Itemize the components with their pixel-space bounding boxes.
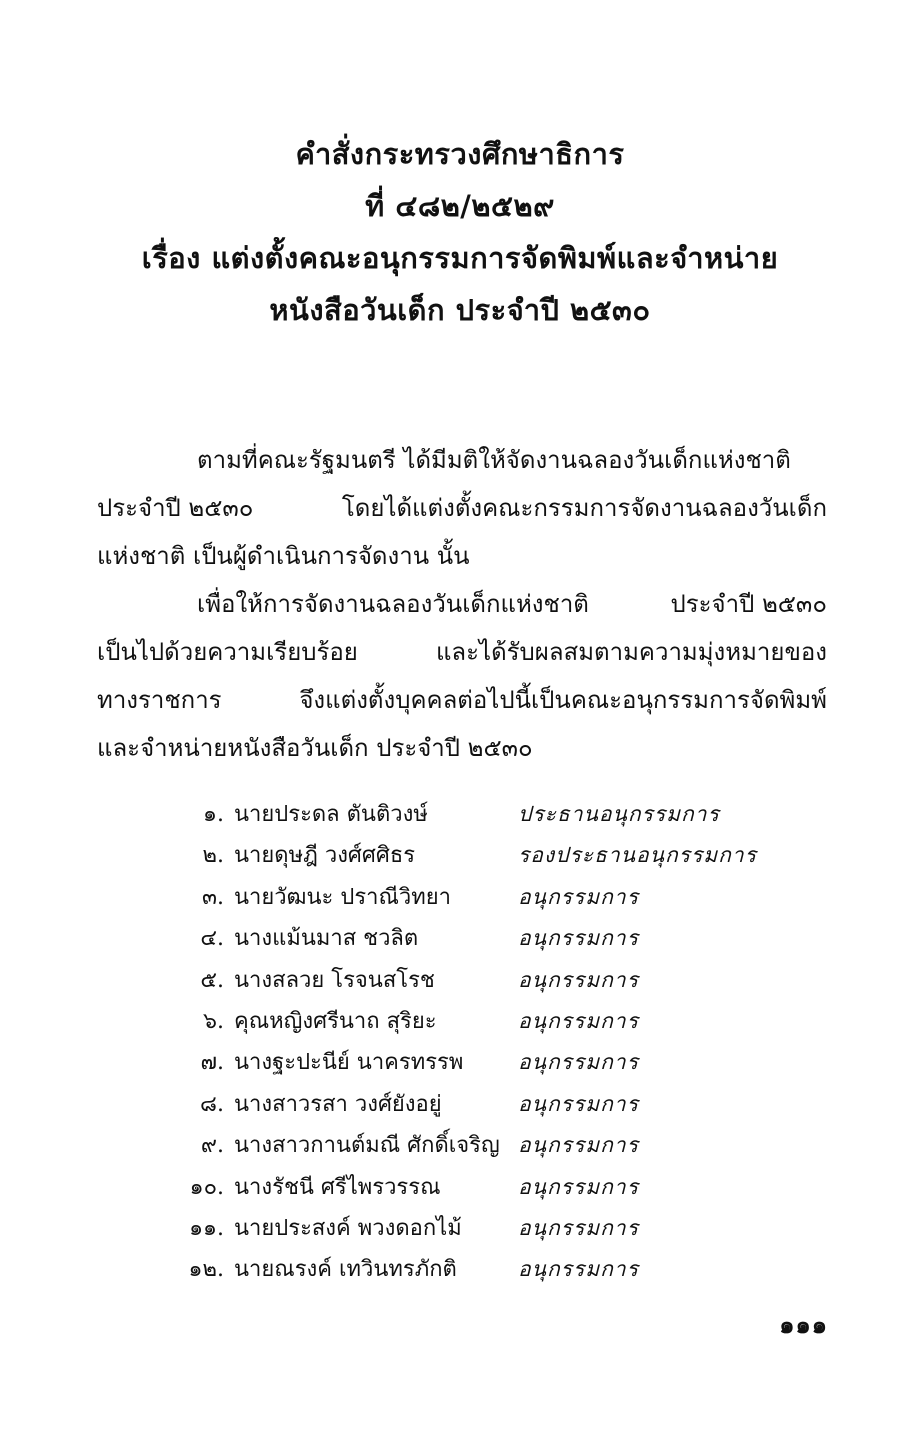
paragraph-2-line-1-part-a: เพื่อให้การจัดงานฉลองวันเด็กแห่งชาติ: [197, 590, 589, 618]
member-row: [170, 1003, 790, 1044]
member-number: ๑๑.: [189, 1215, 224, 1241]
member-number: ๗.: [200, 1050, 224, 1076]
paragraph-1-line-3: แห่งชาติ เป็นผู้ดำเนินการจัดงาน นั้น: [97, 542, 470, 570]
paragraph-2-line-4: และจำหน่ายหนังสือวันเด็ก ประจำปี ๒๕๓๐: [97, 734, 533, 762]
member-number: ๔.: [200, 926, 224, 952]
paragraph-2-line-3-part-a: ทางราชการ: [97, 686, 222, 714]
member-name: คุณหญิงศรีนาถ สุริยะ: [234, 1008, 437, 1034]
member-row: [170, 1127, 790, 1168]
paragraph-1-line-2-part-b: โดยได้แต่งตั้งคณะกรรมการจัดงานฉลองวันเด็ก: [341, 494, 827, 522]
member-name: นางแม้นมาส ชวลิต: [234, 926, 419, 952]
member-row: [170, 1169, 790, 1210]
member-row: [170, 962, 790, 1003]
member-role: อนุกรรมการ: [518, 967, 639, 992]
member-row: [170, 879, 790, 920]
paragraph-2-line-2-part-b: และได้รับผลสมตามความมุ่งหมายของ: [435, 638, 827, 666]
member-number: ๑.: [203, 802, 224, 827]
member-name: นายดุษฎี วงศ์ศศิธร: [234, 843, 416, 869]
member-role: อนุกรรมการ: [518, 1050, 639, 1075]
member-number: ๖.: [203, 1008, 224, 1034]
member-role: ประธานอนุกรรมการ: [518, 802, 720, 826]
member-role: อนุกรรมการ: [518, 926, 639, 951]
member-number: ๑๐.: [189, 1174, 224, 1200]
paragraph-2-line-2-part-a: เป็นไปด้วยความเรียบร้อย: [97, 638, 358, 666]
order-title: [0, 128, 920, 336]
member-row: [170, 1251, 790, 1292]
title-subject-continued: หนังสือวันเด็ก ประจำปี ๒๕๓๐: [269, 293, 651, 327]
member-role: อนุกรรมการ: [518, 1133, 639, 1158]
title-subject: เรื่อง แต่งตั้งคณะอนุกรรมการจัดพิมพ์และจำหน่าย: [141, 241, 779, 275]
paragraph-2-line-2: [97, 628, 827, 676]
member-role: อนุกรรมการ: [518, 884, 639, 909]
member-row: [170, 1210, 790, 1251]
member-name: นายประสงค์ พวงดอกไม้: [234, 1215, 462, 1241]
member-role: รองประธานอนุกรรมการ: [518, 843, 757, 868]
member-row: [170, 1086, 790, 1127]
paragraph-2-line-1-part-b: ประจำปี ๒๕๓๐: [670, 590, 827, 618]
member-name: นางฐะปะนีย์ นาครทรรพ: [234, 1050, 464, 1076]
member-number: ๒.: [202, 843, 224, 869]
member-name: นายวัฒนะ ปราณีวิทยา: [234, 884, 452, 910]
page-number: ๑๑๑: [779, 1310, 828, 1339]
member-role: อนุกรรมการ: [518, 1215, 639, 1240]
member-name: นางสาวกานต์มณี ศักดิ์เจริญ: [234, 1133, 500, 1159]
paragraph-2-line-1: [97, 580, 827, 628]
member-role: อนุกรรมการ: [518, 1008, 639, 1033]
member-row: [170, 1044, 790, 1085]
paragraph-1-line-1: ตามที่คณะรัฐมนตรี ได้มีมติให้จัดงานฉลองวันเด็กแห่งชาติ: [197, 446, 791, 474]
title-ministry: คำสั่งกระทรวงศึกษาธิการ: [295, 137, 625, 171]
member-name: นายประดล ตันติวงษ์: [234, 802, 428, 827]
member-row: [170, 920, 790, 961]
member-list: [170, 796, 790, 1293]
member-role: อนุกรรมการ: [518, 1174, 639, 1199]
member-role: อนุกรรมการ: [518, 1257, 639, 1282]
paragraph-1-line-2-part-a: ประจำปี ๒๕๓๐: [97, 494, 254, 522]
paragraph-1-line-2: [97, 484, 827, 532]
title-order-number: ที่ ๔๘๒/๒๕๒๙: [365, 189, 555, 223]
member-row: [170, 837, 790, 878]
order-body: [97, 436, 827, 772]
member-role: อนุกรรมการ: [518, 1091, 639, 1116]
paragraph-2-line-3-part-b: จึงแต่งตั้งบุคคลต่อไปนี้เป็นคณะอนุกรรมการจัดพิมพ์: [299, 686, 827, 714]
member-number: ๕.: [200, 967, 224, 993]
paragraph-2-line-3: [97, 676, 827, 724]
member-number: ๓.: [201, 884, 224, 910]
member-name: นางสาวรสา วงศ์ยังอยู่: [234, 1091, 442, 1117]
member-number: ๘.: [200, 1091, 224, 1117]
member-name: นายณรงค์ เทวินทรภักติ: [234, 1257, 457, 1283]
member-number: ๑๒.: [188, 1257, 224, 1283]
member-row: [170, 796, 790, 837]
member-name: นางสลวย โรจนสโรช: [234, 967, 435, 993]
member-name: นางรัชนี ศรีไพรวรรณ: [234, 1174, 441, 1200]
member-number: ๙.: [200, 1133, 224, 1159]
